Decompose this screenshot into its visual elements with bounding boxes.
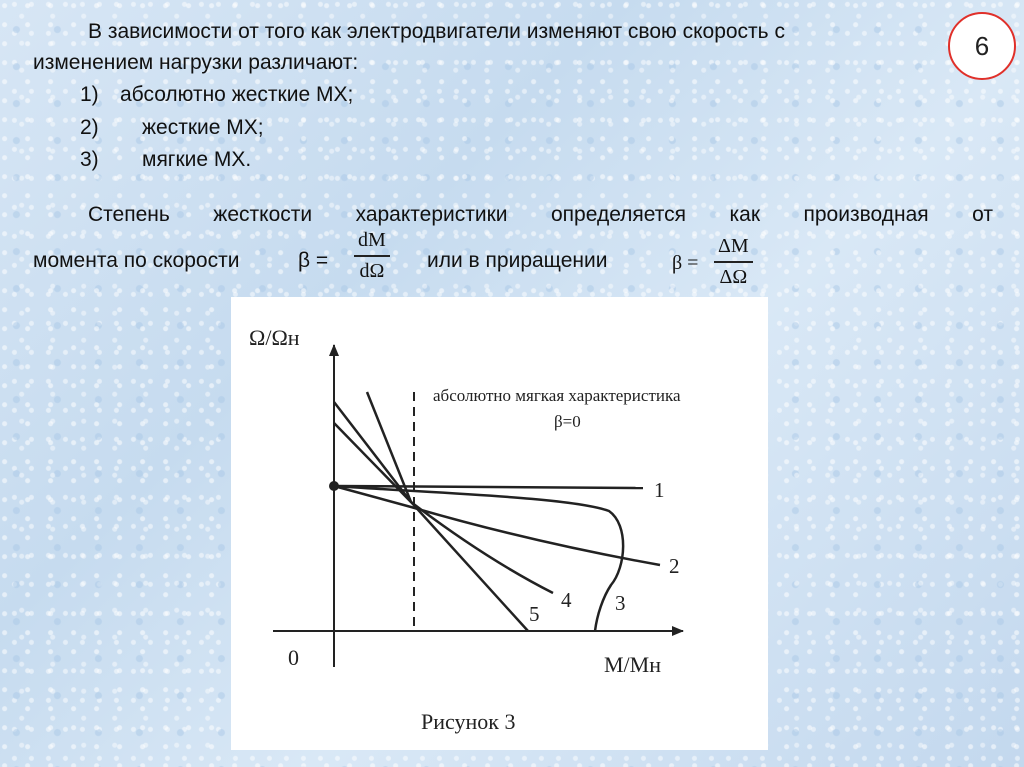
figure-svg bbox=[231, 297, 768, 750]
fraction-bar bbox=[354, 255, 390, 257]
increment-fraction bbox=[714, 235, 753, 289]
figure-caption: Рисунок 3 bbox=[421, 709, 516, 734]
curve-label-4: 4 bbox=[561, 588, 572, 612]
list-text: абсолютно жесткие МХ; bbox=[120, 83, 354, 106]
curve-label-3: 3 bbox=[615, 591, 626, 615]
curve-3 bbox=[334, 486, 623, 631]
list-text: жесткие МХ; bbox=[142, 116, 264, 139]
word: жесткости bbox=[213, 203, 313, 226]
derivative-fraction bbox=[354, 229, 390, 283]
fraction-bar bbox=[714, 261, 753, 263]
curve-label-5: 5 bbox=[529, 602, 540, 626]
list-number: 3) bbox=[80, 148, 99, 171]
word: как bbox=[729, 203, 761, 226]
word: Степень bbox=[88, 203, 170, 226]
list-number: 1) bbox=[80, 83, 99, 106]
curve-label-1: 1 bbox=[654, 478, 665, 502]
list-text: мягкие МХ. bbox=[142, 148, 252, 171]
beta-equals-2: β = bbox=[672, 252, 699, 274]
mechanical-characteristics-figure bbox=[231, 297, 768, 750]
stiffness-definition-line-2: момента по скорости bbox=[33, 249, 240, 272]
ideal-idle-point bbox=[329, 481, 339, 491]
fraction-denominator: ΔΩ bbox=[719, 265, 748, 288]
curve-1 bbox=[334, 486, 643, 488]
x-axis-label: M/Mн bbox=[604, 652, 662, 677]
or-increment-text: или в приращении bbox=[427, 249, 608, 272]
list-number: 2) bbox=[80, 116, 99, 139]
fraction-numerator: dM bbox=[358, 229, 386, 251]
intro-line-2: изменением нагрузки различают: bbox=[33, 51, 359, 74]
curve-label-2: 2 bbox=[669, 554, 680, 578]
intro-line-1: В зависимости от того как электродвигатели изменяют свою скорость с bbox=[88, 20, 785, 43]
fraction-numerator: ΔM bbox=[718, 235, 749, 257]
y-axis-label: Ω/Ωн bbox=[249, 325, 300, 350]
word: производная bbox=[803, 203, 929, 226]
curve-2 bbox=[334, 486, 660, 565]
word: определяется bbox=[551, 203, 687, 226]
stiffness-definition-line-1 bbox=[88, 200, 993, 230]
word: от bbox=[972, 203, 993, 226]
curve-4 bbox=[334, 423, 553, 593]
fraction-denominator: dΩ bbox=[359, 259, 385, 282]
word: характеристики bbox=[355, 203, 508, 226]
annotation-line-1: абсолютно мягкая характеристика bbox=[433, 386, 681, 405]
beta-equals: β = bbox=[298, 249, 329, 272]
annotation-line-2: β=0 bbox=[554, 412, 581, 431]
origin-label: 0 bbox=[288, 645, 299, 670]
slide-number-badge: 6 bbox=[948, 12, 1016, 80]
